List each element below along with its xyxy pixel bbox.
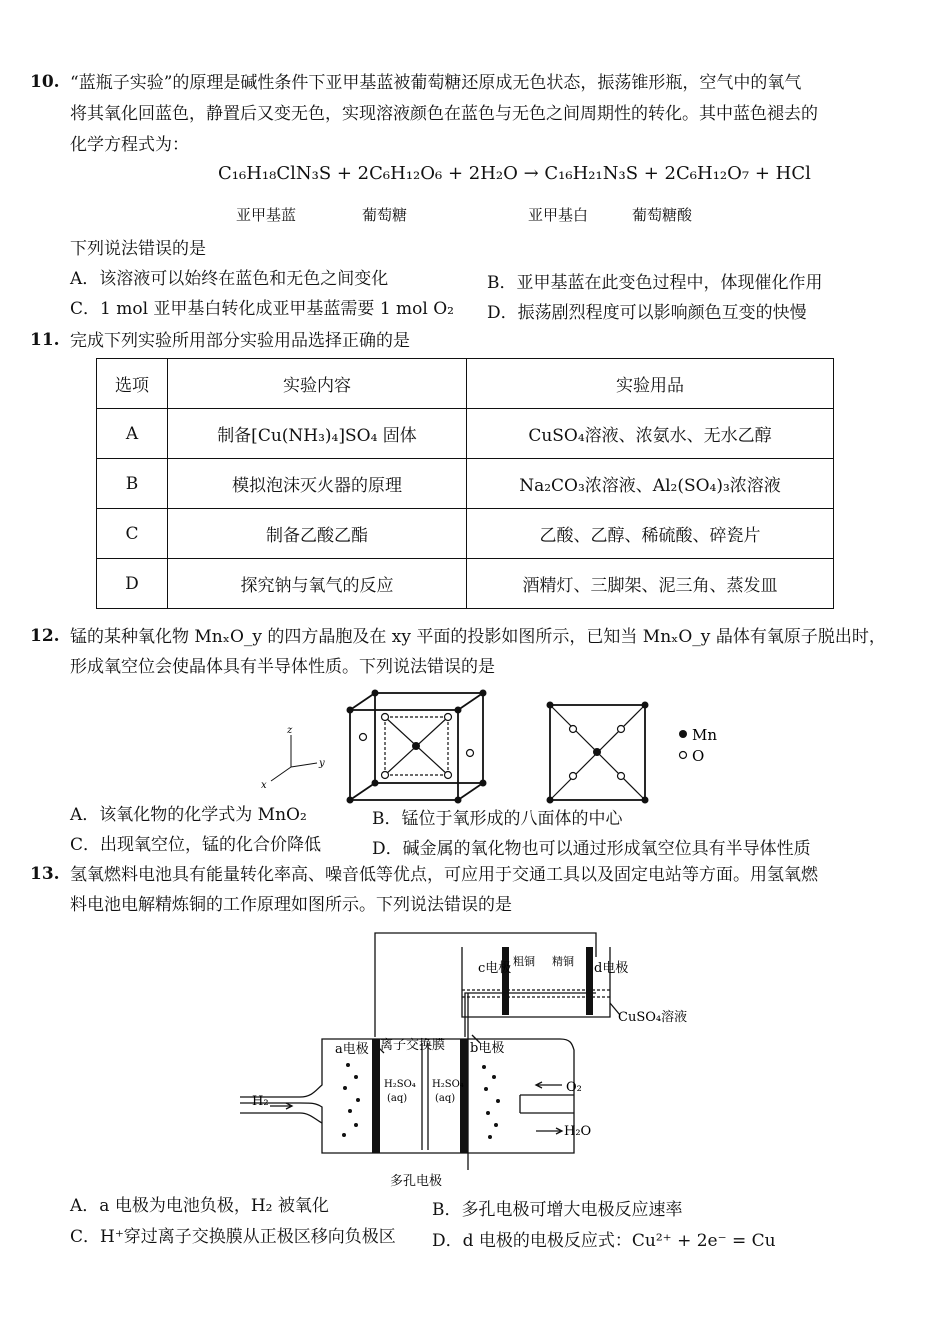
legend-o-icon <box>680 752 687 759</box>
q12-option-d: D．碱金属的氧化物也可以通过形成氧空位具有半导体性质 <box>372 839 811 859</box>
q13-option-a: A．a 电极为电池负极，H₂ 被氧化 <box>70 1196 329 1216</box>
porous-electrode-label: 多孔电极 <box>390 1174 443 1189</box>
q10-number: 10. <box>30 72 60 92</box>
q11-stem: 完成下列实验所用部分实验用品选择正确的是 <box>70 331 410 351</box>
q10-line-1: “蓝瓶子实验”的原理是碱性条件下亚甲基蓝被葡萄糖还原成无色状态，振荡锥形瓶，空气中的氧气 <box>70 73 802 93</box>
b-electrode-bar <box>460 1039 468 1153</box>
h2-label: H₂ <box>252 1094 269 1109</box>
table-row <box>97 409 834 459</box>
q10-label-gluconic: 葡萄糖酸 <box>632 206 693 224</box>
table-row <box>97 509 834 559</box>
row-d-items: 酒精灯、三脚架、泥三角、蒸发皿 <box>467 559 834 609</box>
row-d-content: 探究钠与氧气的反应 <box>168 559 467 609</box>
axis-x-label: x <box>261 780 267 791</box>
header-option: 选项 <box>97 359 168 409</box>
q13-option-d: D．d 电极的电极反应式：Cu²⁺ + 2e⁻ = Cu <box>432 1231 776 1251</box>
b-electrode-label: b电极 <box>470 1041 505 1056</box>
q13-line-2: 料电池电解精炼铜的工作原理如图所示。下列说法错误的是 <box>70 895 512 915</box>
aq-left-label: (aq) <box>387 1093 408 1104</box>
membrane-label: 离子交换膜 <box>380 1038 446 1053</box>
legend-o-label: O <box>692 747 705 765</box>
q11-table <box>96 358 834 609</box>
d-electrode-label: d电极 <box>594 961 629 976</box>
row-b-option: B <box>97 459 168 509</box>
legend-mn-icon <box>679 730 687 738</box>
o2-label: O₂ <box>566 1080 582 1095</box>
pure-copper-label: 精铜 <box>552 955 574 968</box>
header-items: 实验用品 <box>467 359 834 409</box>
row-a-items: CuSO₄溶液、浓氨水、无水乙醇 <box>467 409 834 459</box>
q12-option-b: B．锰位于氧形成的八面体的中心 <box>372 809 623 829</box>
c-electrode-label: c电极 <box>478 961 512 976</box>
q12-option-a: A．该氧化物的化学式为 MnO₂ <box>70 805 307 825</box>
row-c-items: 乙酸、乙醇、稀硫酸、碎瓷片 <box>467 509 834 559</box>
q12-number: 12. <box>30 626 60 646</box>
q10-label-glucose: 葡萄糖 <box>362 206 408 224</box>
table-row <box>97 459 834 509</box>
legend-mn-label: Mn <box>692 726 718 744</box>
table-header-row <box>97 359 834 409</box>
row-c-option: C <box>97 509 168 559</box>
q12-line-2: 形成氧空位会使晶体具有半导体性质。下列说法错误的是 <box>70 657 495 677</box>
crude-copper-label: 粗铜 <box>513 955 535 968</box>
a-electrode-bar <box>372 1039 380 1153</box>
row-a-option: A <box>97 409 168 459</box>
row-a-content: 制备[Cu(NH₃)₄]SO₄ 固体 <box>168 409 467 459</box>
q10-option-b: B．亚甲基蓝在此变色过程中，体现催化作用 <box>487 273 823 293</box>
crystal-figure <box>255 685 735 810</box>
row-b-items: Na₂CO₃浓溶液、Al₂(SO₄)₃浓溶液 <box>467 459 834 509</box>
q10-prompt: 下列说法错误的是 <box>70 239 206 259</box>
q13-option-c: C．H⁺穿过离子交换膜从正极区移向负极区 <box>70 1227 396 1247</box>
cuso4-label: CuSO₄溶液 <box>618 1010 688 1025</box>
axes-icon <box>271 735 317 781</box>
aq-right-label: (aq) <box>435 1093 456 1104</box>
fuel-cell-diagram <box>240 925 720 1190</box>
q10-label-leuco: 亚甲基白 <box>528 206 589 224</box>
d-electrode-bar <box>586 947 593 1015</box>
axis-y-label: y <box>319 758 325 769</box>
row-d-option: D <box>97 559 168 609</box>
h2so4-left-label: H₂SO₄ <box>384 1079 416 1090</box>
c-electrode-bar <box>502 947 509 1015</box>
q10-line-3: 化学方程式为： <box>70 135 189 155</box>
header-content: 实验内容 <box>168 359 467 409</box>
q10-option-d: D．振荡剧烈程度可以影响颜色互变的快慢 <box>487 303 807 323</box>
q12-line-1: 锰的某种氧化物 MnₓO_y 的四方晶胞及在 xy 平面的投影如图所示，已知当 MnₓO_y 晶体有氧原子脱出时， <box>70 627 886 647</box>
q13-line-1: 氢氧燃料电池具有能量转化率高、噪音低等优点，可应用于交通工具以及固定电站等方面。用氢氧燃 <box>70 865 818 885</box>
q10-label-methylene-blue: 亚甲基蓝 <box>236 206 297 224</box>
row-c-content: 制备乙酸乙酯 <box>168 509 467 559</box>
q10-option-c: C．1 mol 亚甲基白转化成亚甲基蓝需要 1 mol O₂ <box>70 299 454 319</box>
q10-equation: C₁₆H₁₈ClN₃S + 2C₆H₁₂O₆ + 2H₂O → C₁₆H₂₁N₃S + 2C₆H₁₂O₇ + HCl <box>218 163 811 184</box>
h2so4-right-label: H₂SO₄ <box>432 1079 464 1090</box>
row-b-content: 模拟泡沫灭火器的原理 <box>168 459 467 509</box>
q10-option-a: A．该溶液可以始终在蓝色和无色之间变化 <box>70 269 389 289</box>
a-electrode-label: a电极 <box>335 1042 369 1057</box>
projection-icon <box>547 702 649 804</box>
q13-number: 13. <box>30 864 60 884</box>
axis-z-label: z <box>287 725 293 736</box>
table-row <box>97 559 834 609</box>
q10-line-2: 将其氧化回蓝色，静置后又变无色，实现溶液颜色在蓝色与无色之间周期性的转化。其中蓝色褪去的 <box>70 104 818 124</box>
h2o-label: H₂O <box>564 1124 592 1139</box>
q13-option-b: B．多孔电极可增大电极反应速率 <box>432 1200 683 1220</box>
mn-atoms-icon <box>347 690 487 804</box>
gas-dots-icon <box>342 1063 500 1139</box>
q12-option-c: C．出现氧空位，锰的化合价降低 <box>70 835 322 855</box>
q11-number: 11. <box>30 330 60 350</box>
